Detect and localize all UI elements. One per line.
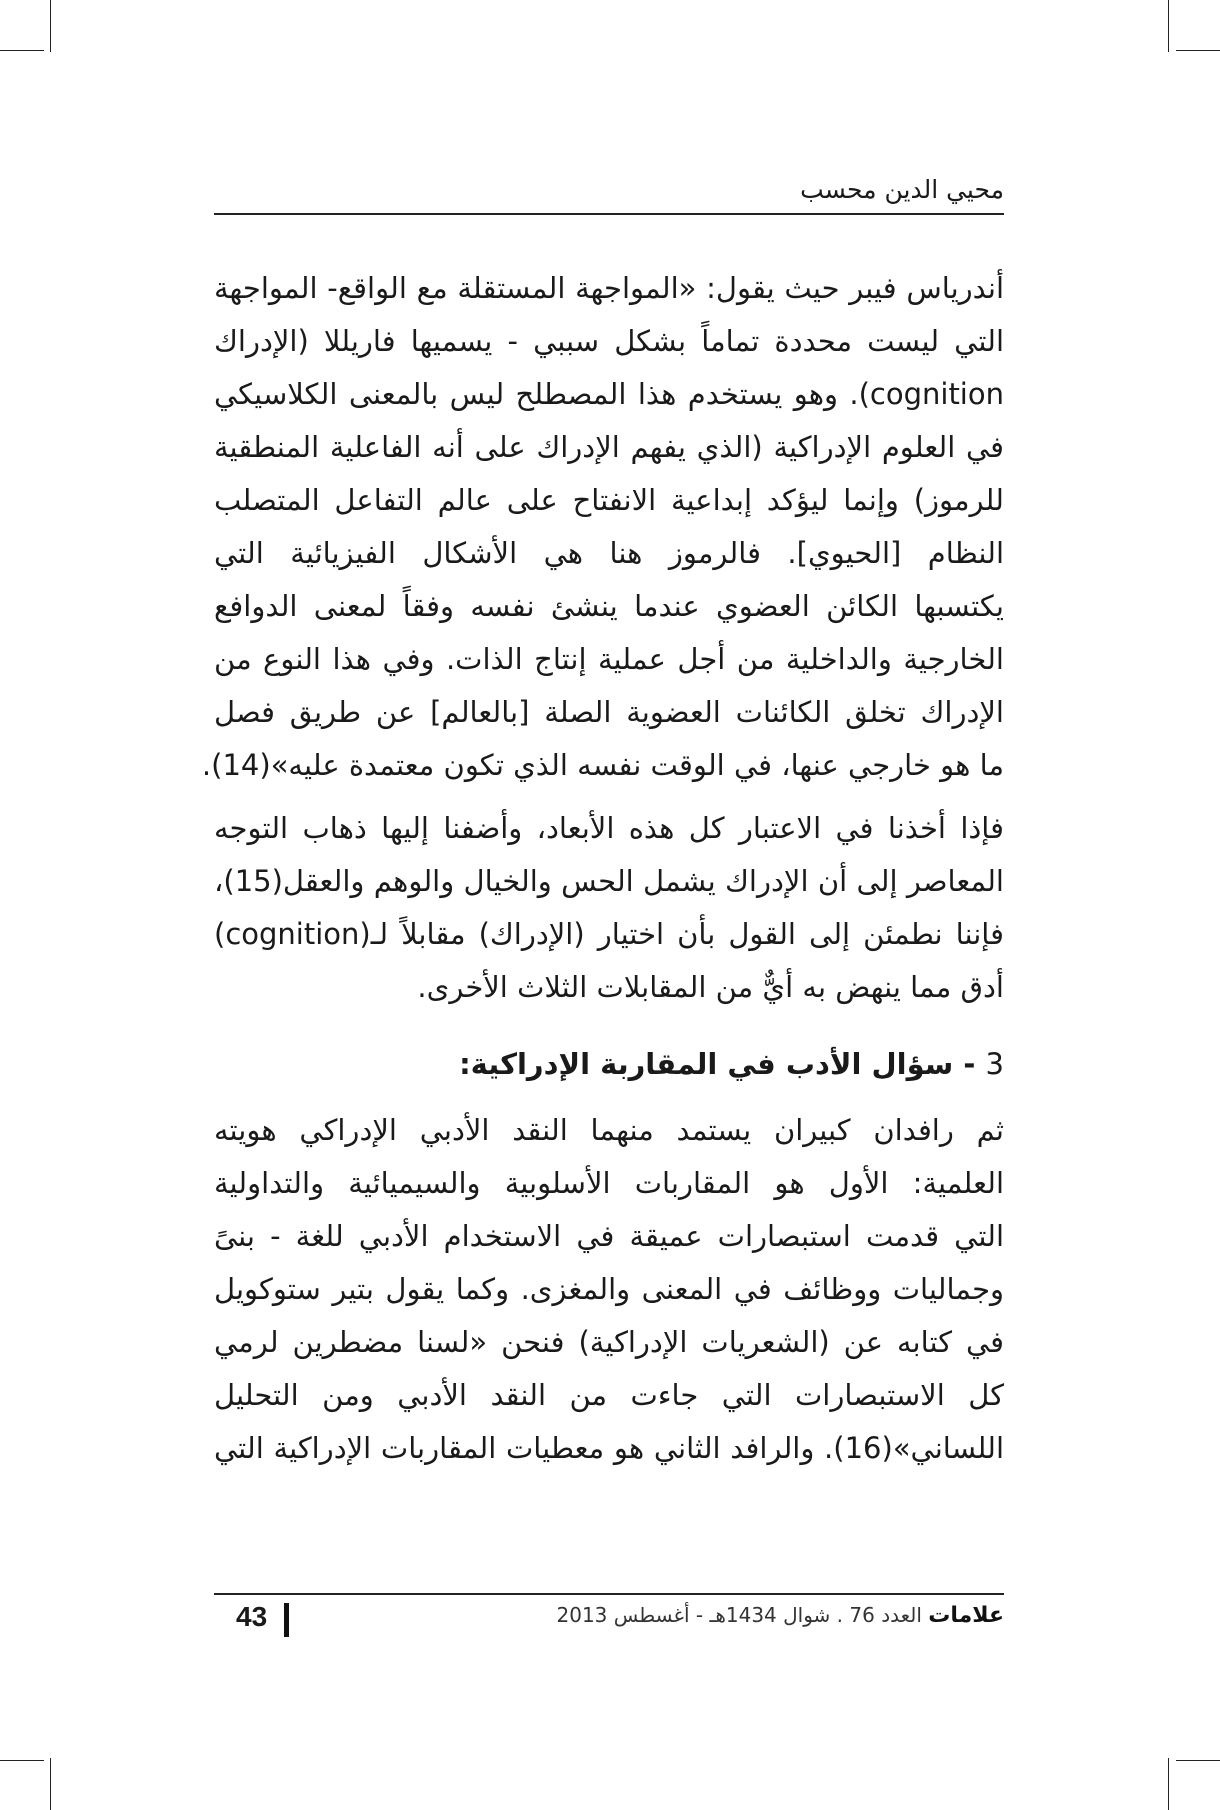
text-line: التي ليست محددة تماماً بشكل سببي - يسميها فاريللا (الإدراك [214,324,1004,358]
footer-divider [284,1603,289,1637]
text-line: كل الاستبصارات التي جاءت من النقد الأدبي ومن التحليل [214,1378,1004,1412]
text-line: فإذا أخذنا في الاعتبار كل هذه الأبعاد، وأضفنا إليها ذهاب التوجه [214,811,1004,845]
text-line: يكتسبها الكائن العضوي عندما ينشئ نفسه وفقاً لمعنى الدوافع [214,589,1004,623]
crop-mark-bottom-left [50,1758,51,1810]
crop-mark-top-right [1168,0,1169,52]
crop-mark-top-left-h [0,50,44,51]
text-line: النظام [الحيوي]. فالرموز هنا هي الأشكال الفيزيائية التي [214,536,1004,570]
crop-mark-bottom-right [1168,1758,1169,1810]
page-footer [214,1593,1004,1643]
article-body [201,262,1004,1475]
text-line: ثم رافدان كبيران يستمد منهما النقد الأدبي الإدراكي هويته [214,1113,1004,1147]
page-number: 43 [236,1601,268,1632]
paragraph-quote [201,262,1004,792]
crop-mark-bottom-right-h [1176,1760,1220,1761]
text-line: في العلوم الإدراكية (الذي يفهم الإدراك على أنه الفاعلية المنطقية [214,430,1004,464]
text-line: المعاصر إلى أن الإدراك يشمل الحس والخيال والوهم والعقل(15)، [214,864,1004,898]
text-line: الإدراك تخلق الكائنات العضوية الصلة [بالعالم] عن طريق فصل [214,695,1004,729]
text-line: أندرياس فيبر حيث يقول: «المواجهة المستقلة مع الواقع- المواجهة [214,271,1004,305]
text-line: في كتابه عن (الشعريات الإدراكية) فنحن «لسنا مضطرين لرمي [214,1325,1004,1359]
section-title-text: - سؤال الأدب في المقاربة الإدراكية: [459,1047,976,1081]
crop-mark-top-left [50,0,51,52]
section-heading [214,1032,1004,1096]
text-line: التي قدمت استبصارات عميقة في الاستخدام الأدبي للغة - بنىً [214,1219,1004,1253]
issue-info: العدد 76 . شوال 1434هـ - أغسطس 2013 [556,1603,922,1627]
text-line: الخارجية والداخلية من أجل عملية إنتاج الذات. وفي هذا النوع من [214,642,1004,676]
journal-info [557,1603,1005,1628]
text-line: للرموز) وإنما ليؤكد إبداعية الانفتاح على عالم التفاعل المتصلب [214,483,1004,517]
crop-mark-bottom-left-h [0,1760,44,1761]
journal-logo: علامات [928,1603,1004,1628]
running-header [214,175,1004,215]
author-name: محيي الدين محسب [800,175,1004,204]
text-line: العلمية: الأول هو المقاربات الأسلوبية والسيميائية والتداولية [214,1166,1004,1200]
text-line: cognition). وهو يستخدم هذا المصطلح ليس بالمعنى الكلاسيكي [214,377,1004,411]
paragraph-conclusion [214,802,1004,1014]
section-number: 3 [985,1047,1004,1081]
text-line: اللساني»(16). والرافد الثاني هو معطيات المقاربات الإدراكية التي [214,1431,1004,1465]
crop-mark-top-right-h [1176,50,1220,51]
text-line: ما هو خارجي عنها، في الوقت نفسه الذي تكون معتمدة عليه»(14). [201,748,1004,782]
paragraph-sources [214,1104,1004,1475]
text-line: أدق مما ينهض به أيٌّ من المقابلات الثلاث الأخرى. [417,970,1004,1004]
text-line: فإننا نطمئن إلى القول بأن اختيار (الإدراك) مقابلاً لـ(cognition) [214,917,1004,951]
text-line: وجماليات ووظائف في المعنى والمغزى. وكما يقول بتير ستوكويل [214,1272,1004,1306]
